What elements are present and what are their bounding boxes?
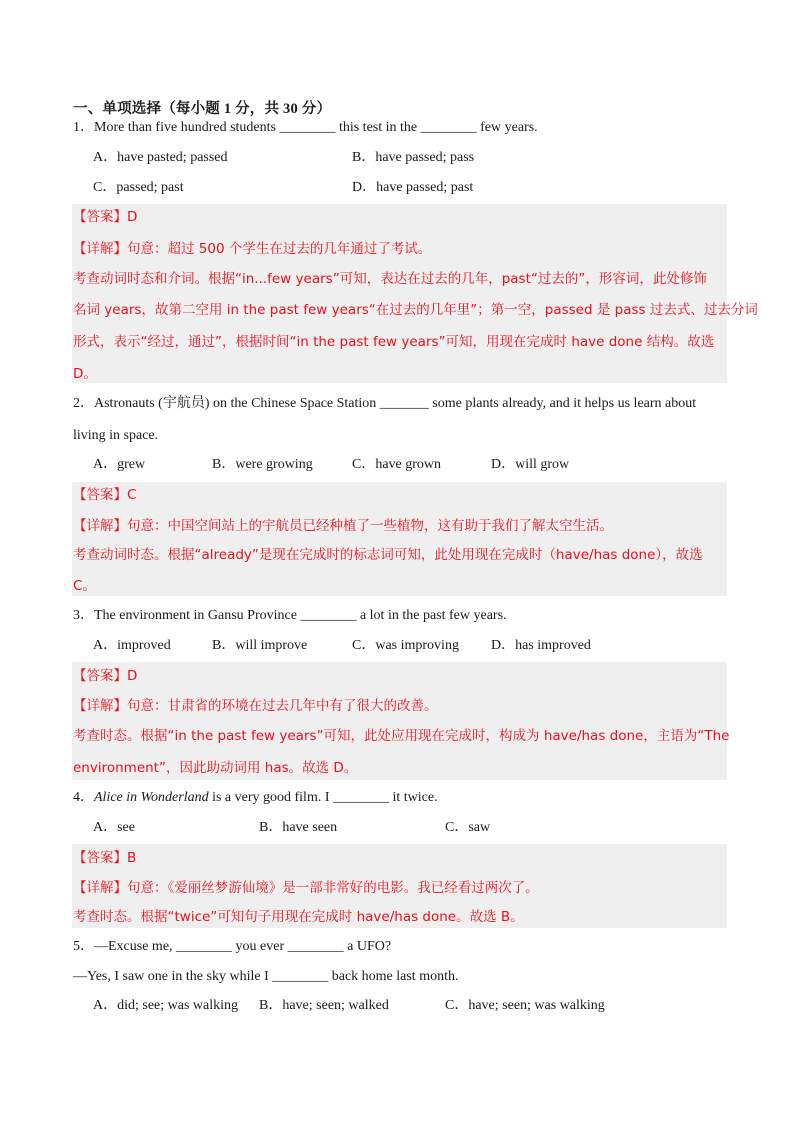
question-1-answer: 【答案】D (73, 209, 138, 225)
question-4-option-a: A．see (93, 820, 135, 835)
question-1-option-c: C．passed; past (93, 180, 184, 195)
question-3-option-c: C．was improving (352, 638, 459, 653)
question-2-explanation-line: C。 (73, 578, 96, 594)
question-1-answer-box (72, 204, 727, 383)
question-2-answer-box (72, 482, 727, 596)
question-3-explanation-line: 【详解】句意：甘肃省的环境在过去几年中有了很大的改善。 (73, 698, 438, 714)
question-5-stem: 5．—Excuse me, ________ you ever ________ a UFO? (73, 939, 392, 954)
question-1-explanation-line: D。 (73, 366, 97, 382)
question-3-explanation-line: 考查时态。根据“in the past few years”可知，此处应用现在完成时，构成为 have/has done，主语为“The (73, 728, 730, 744)
question-1-option-a: A．have pasted; passed (93, 150, 228, 165)
question-4-answer: 【答案】B (73, 850, 137, 866)
question-2-option-c: C．have grown (352, 457, 442, 472)
question-1-option-d: D．have passed; past (352, 180, 474, 195)
question-3-option-d: D．has improved (491, 638, 591, 653)
question-4-film-title: Alice in Wonderland (94, 790, 209, 805)
question-3-explanation-line: environment”，因此助动词用 has。故选 D。 (73, 760, 358, 776)
question-2-option-b: B．were growing (212, 457, 313, 472)
question-4-explanation-line: 【详解】句意：《爱丽丝梦游仙境》是一部非常好的电影。我已经看过两次了。 (73, 880, 539, 896)
question-1-explanation-line: 形式，表示“经过，通过”，根据时间“in the past few years”可知，用现在完成时 have done 结构。故选 (73, 334, 715, 350)
question-2-stem: 2．Astronauts (宇航员) on the Chinese Space Station _______ some plants already, and it helps us learn about (73, 396, 697, 411)
question-4-explanation-line: 考查时态。根据“twice”可知句子用现在完成时 have/has done。故选 B。 (73, 909, 524, 925)
question-3-stem: 3．The environment in Gansu Province ________ a lot in the past few years. (73, 608, 507, 623)
question-1-explanation-line: 名词 years，故第二空用 in the past few years“在过去的几年里”；第一空，passed 是 pass 过去式、过去分词 (73, 302, 758, 318)
question-4-number: 4． (73, 790, 94, 805)
question-2-explanation-line: 【详解】句意：中国空间站上的宇航员已经种植了一些植物，这有助于我们了解太空生活。 (73, 518, 613, 534)
question-2-option-a: A．grew (93, 457, 146, 472)
question-3-answer: 【答案】D (73, 668, 138, 684)
question-2-answer: 【答案】C (73, 487, 137, 503)
question-5-option-b: B．have; seen; walked (259, 998, 389, 1013)
question-1-explanation-line: 【详解】句意：超过 500 个学生在过去的几年通过了考试。 (73, 241, 432, 257)
section-title: 一、单项选择（每小题 1 分，共 30 分） (73, 101, 332, 117)
question-5-option-a: A．did; see; was walking (93, 998, 239, 1013)
question-4-option-b: B．have seen (259, 820, 338, 835)
question-4-option-c: C．saw (445, 820, 491, 835)
question-3-option-b: B．will improve (212, 638, 308, 653)
question-2-explanation-line: 考查动词时态。根据“already”是现在完成时的标志词可知，此处用现在完成时（have/has done），故选 (73, 547, 703, 563)
question-5-stem-continued: —Yes, I saw one in the sky while I ________ back home last month. (73, 969, 459, 984)
question-4-stem-text: is a very good film. I ________ it twice. (208, 790, 438, 805)
question-1-stem: 1．More than five hundred students ________ this test in the ________ few years. (73, 120, 538, 135)
question-1-option-b: B．have passed; pass (352, 150, 475, 165)
question-4-stem (73, 789, 438, 807)
question-5-option-c: C．have; seen; was walking (445, 998, 605, 1013)
question-2-stem-continued: living in space. (73, 428, 159, 443)
question-3-option-a: A．improved (93, 638, 171, 653)
question-1-explanation-line: 考查动词时态和介词。根据“in...few years”可知，表达在过去的几年，past“过去的”，形容词，此处修饰 (73, 271, 707, 287)
question-2-option-d: D．will grow (491, 457, 570, 472)
